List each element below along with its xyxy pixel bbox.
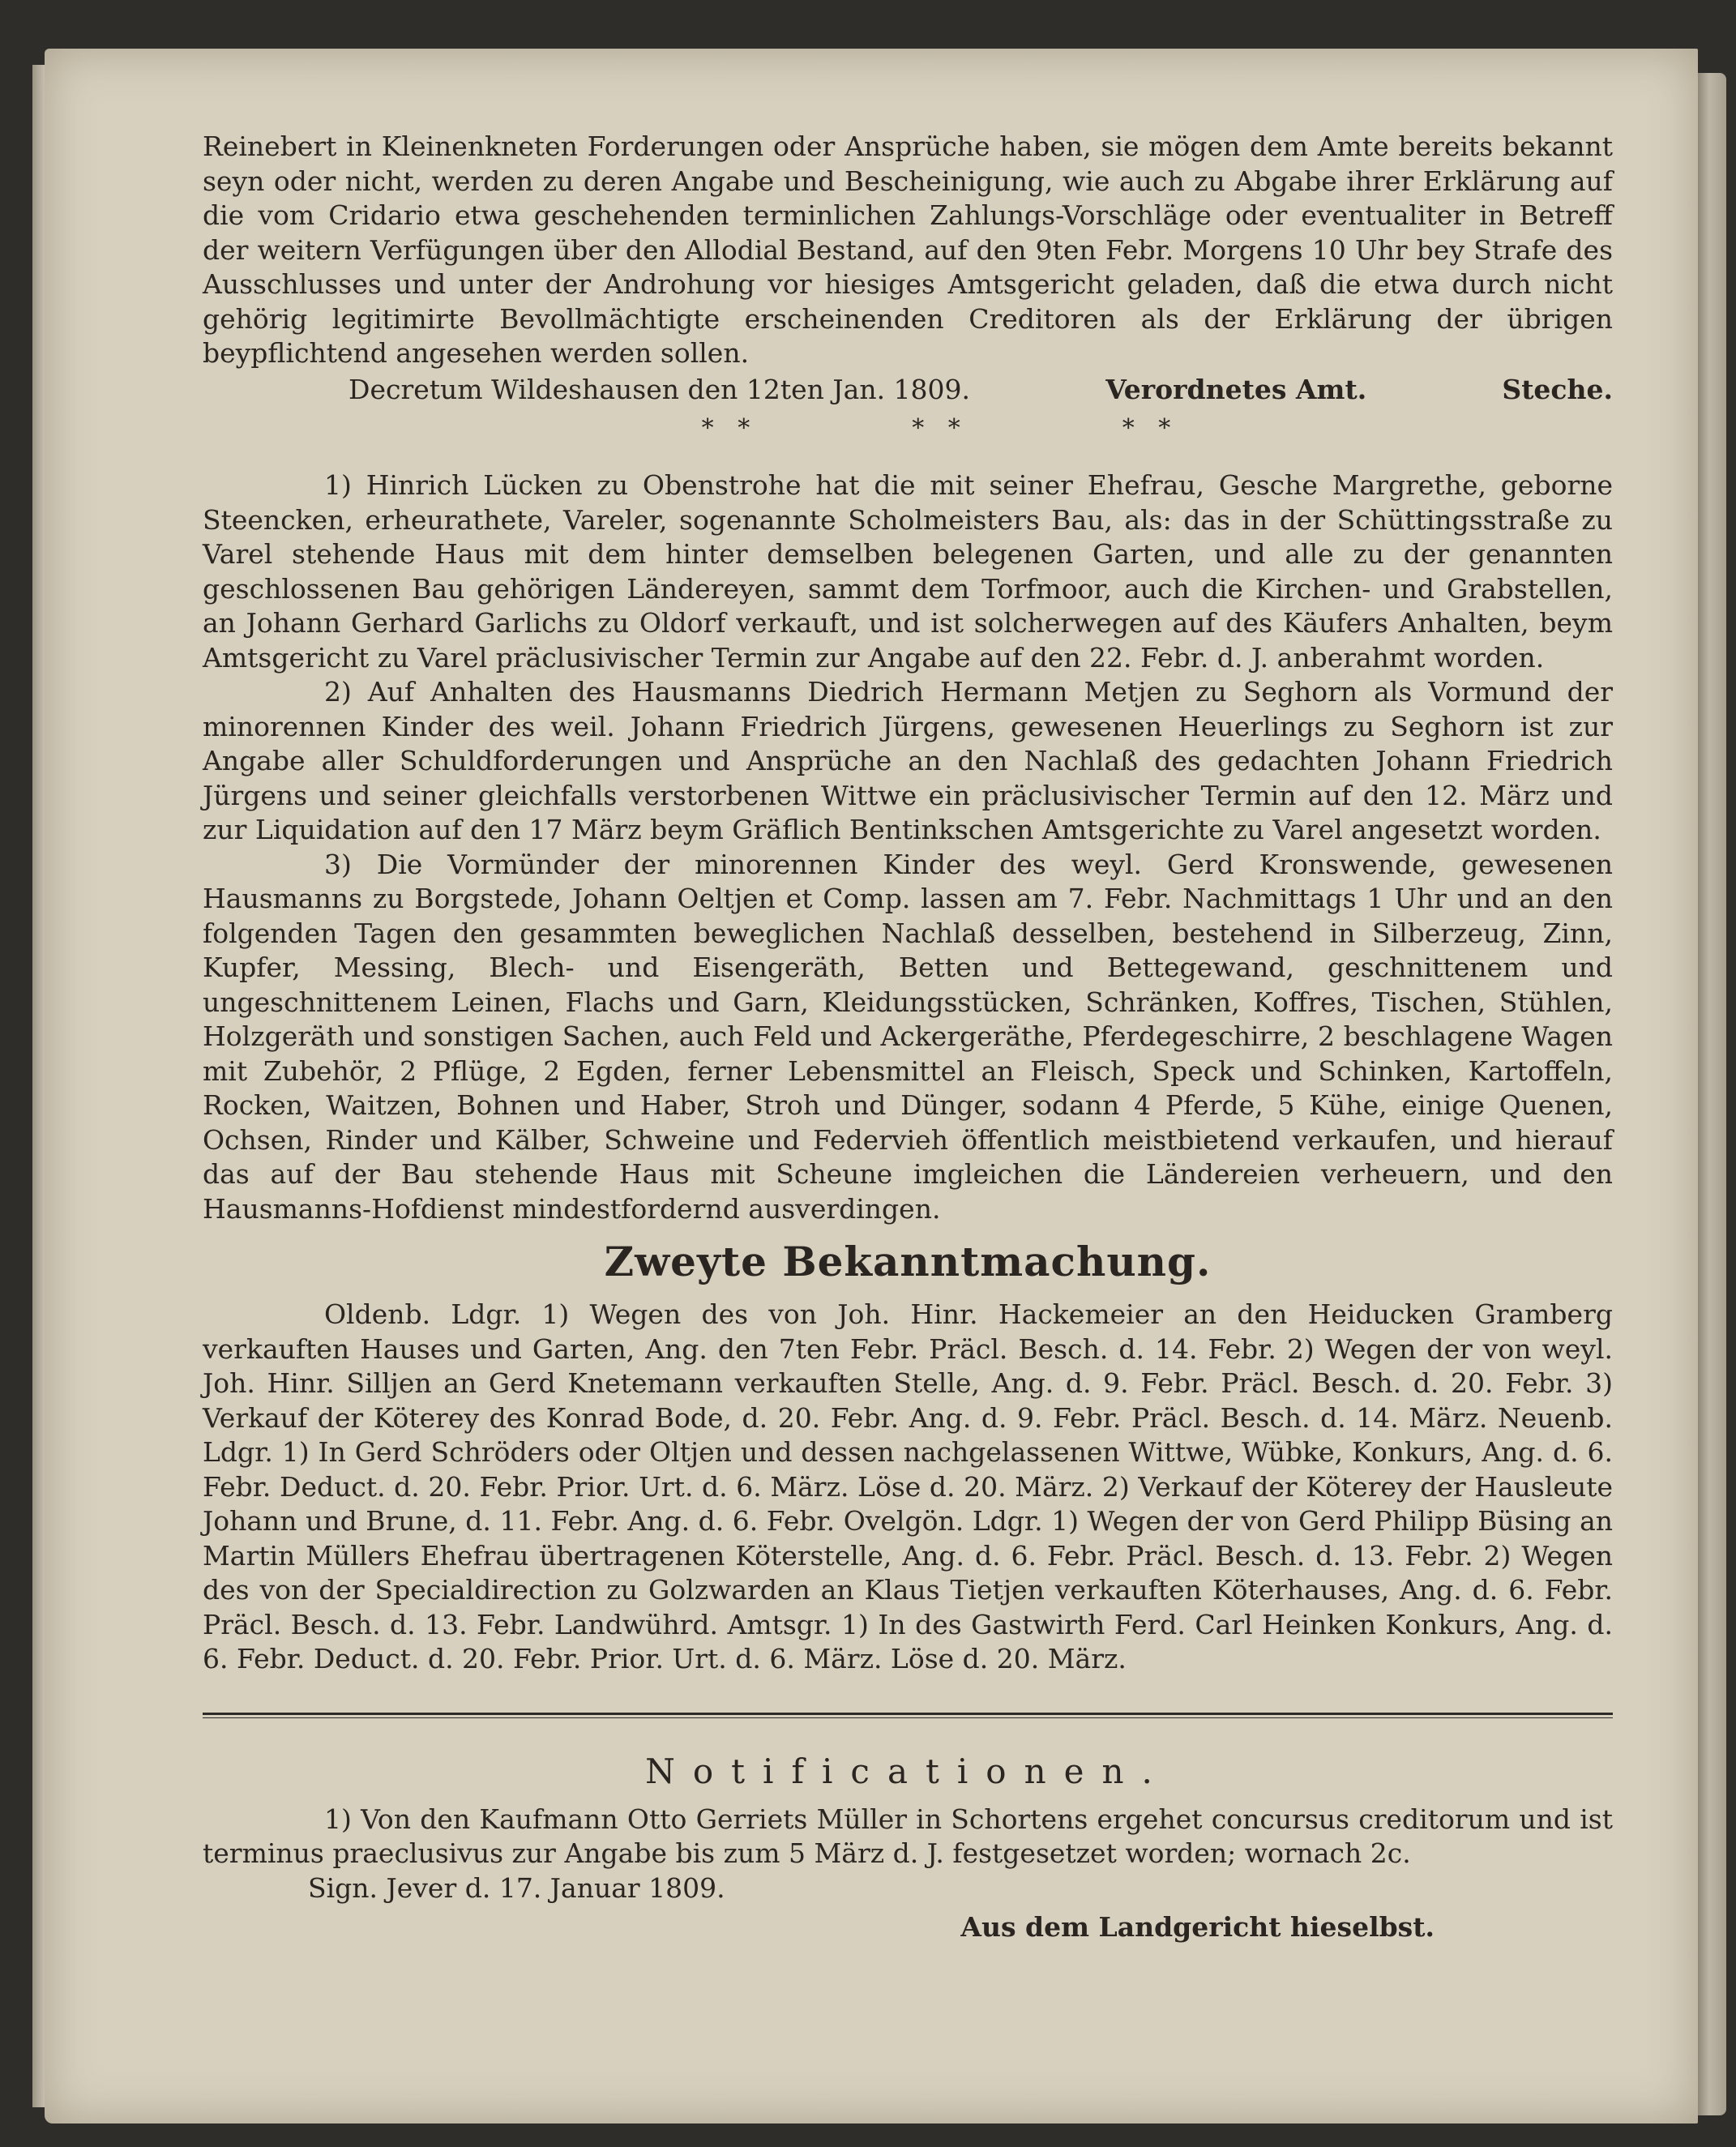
second-announcement-text: Oldenb. Ldgr. 1) Wegen des von Joh. Hinr. Hackemeier an den Heiducken Gramberg verkauften Hauses und Garten, Ang. den 7ten Febr. Präcl. Besch. d. 14. Febr. 2) Wegen der von weyl. Joh. Hinr. Silljen an Gerd Knetemann verkauften Stelle, Ang. d. 9. Febr. Präcl. Besch. d. 20. Febr. 3) Verkauf der Köterey des Konrad Bode, d. 20. Febr. Ang. d. 9. Febr. Präcl. Besch. d. 14. März. Neuenb. Ldgr. 1) In Gerd Schröders oder Oltjen und dessen nachgelassenen Wittwe, Wübke, Konkurs, Ang. d. 6. Febr. Deduct. d. 20. Febr. Prior. Urt. d. 6. März. Löse d. 20. März. 2) Verkauf der Köterey der Hausleute Johann und Brune, d. 11. Febr. Ang. d. 6. Febr. Ovelgön. Ldgr. 1) Wegen der von Gerd Philipp Büsing an Martin Müllers Ehefrau übertragenen Köterstelle, Ang. d. 6. Febr. Präcl. Besch. d. 13. Febr. 2) Wegen des von der Specialdirection zu Golzwarden an Klaus Tietjen verkauften Köterhauses, Ang. d. 6. Febr. Präcl. Besch. d. 13. Febr. Landwührd. Amtsgr. 1) In des Gastwirth Ferd. Carl Heinken Konkurs, Ang. d. 6. Febr. Deduct. d. 20. Febr. Prior. Urt. d. 6. März. Löse d. 20. März. xyxy=(203,1298,1613,1674)
decree-line xyxy=(203,373,1613,408)
star-separator xyxy=(267,413,1613,444)
notice-block-1-text: Reinebert in Kleinenkneten Forderungen oder Ansprüche haben, sie mögen dem Amte bereits bekannt seyn oder nicht, werden zu deren Angabe und Bescheinigung, wie auch zu Abgabe ihrer Erklärung auf die vom Cridario etwa geschehenden terminlichen Zahlungs-Vorschläge oder eventualiter in Betreff der weitern Verfügungen über den Allodial Bestand, auf den 9ten Febr. Morgens 10 Uhr bey Strafe des Ausschlusses und unter der Androhung vor hiesiges Amtsgericht geladen, daß die etwa durch nicht gehörig legitimirte Bevollmächtigte erscheinenden Creditoren als der Erklärung der übrigen beypflichtend angesehen werden sollen. xyxy=(203,130,1613,369)
page-edge-right xyxy=(1698,73,1726,2115)
page-content xyxy=(203,130,1613,1945)
second-announcement-heading: Zweyte Bekanntmachung. xyxy=(604,1238,1212,1285)
decree-signature: Steche. xyxy=(1502,373,1613,405)
stars-center: * * xyxy=(912,414,968,443)
decree-office: Verordnetes Amt. xyxy=(1105,373,1367,405)
section-divider xyxy=(203,1713,1613,1718)
notice-item-3: 3) Die Vormünder der minorennen Kinder des weyl. Gerd Kronswende, gewesenen Hausmanns zu Borgstede, Johann Oeltjen et Comp. lassen am 7. Febr. Nachmittags 1 Uhr und an den folgenden Tagen den gesammten beweglichen Nachlaß desselben, bestehend in Silberzeug, Zinn, Kupfer, Messing, Blech- und Eisengeräth, Betten und Bettegewand, geschnittenem und ungeschnittenem Leinen, Flachs und Garn, Kleidungsstücken, Schränken, Koffres, Tischen, Stühlen, Holzgeräth und sonstigen Sachen, auch Feld und Ackergeräthe, Pferdegeschirre, 2 beschlagene Wagen mit Zubehör, 2 Pflüge, 2 Egden, ferner Lebensmittel an Fleisch, Speck und Schinken, Kartoffeln, Rocken, Waitzen, Bohnen und Haber, Stroh und Dünger, sodann 4 Pferde, 5 Kühe, einige Quenen, Ochsen, Rinder und Kälber, Schweine und Federvieh öffentlich meistbietend verkaufen, und hierauf das auf der Bau stehende Haus mit Scheune imgleichen die Ländereien verheuern, und den Hausmanns-Hofdienst mindestfordernd ausverdingen. xyxy=(203,848,1613,1225)
notice-item-2: 2) Auf Anhalten des Hausmanns Diedrich Hermann Metjen zu Seghorn als Vormund der minorennen Kinder des weil. Johann Friedrich Jürgens, gewesenen Heuerlings zu Seghorn ist zur Angabe aller Schuldforderungen und Ansprüche an den Nachlaß des gedachten Johann Friedrich Jürgens und seiner gleichfalls verstorbenen Wittwe ein präclusivischer Termin auf den 12. März und zur Liquidation auf den 17 März beym Gräflich Bentinkschen Amtsgerichte zu Varel angesetzt worden. xyxy=(203,676,1613,845)
decree-text: Decretum Wildeshausen den 12ten Jan. 1809. xyxy=(348,373,971,405)
notifications-sign: Sign. Jever d. 17. Januar 1809. xyxy=(308,1871,725,1904)
notifications-heading: Notificationen. xyxy=(645,1751,1170,1791)
notifications-authority: Aus dem Landgericht hieselbst. xyxy=(960,1911,1435,1943)
stars-left: * * xyxy=(701,414,759,443)
stars-right: * * xyxy=(1122,414,1179,443)
notice-item-1: 1) Hinrich Lücken zu Obenstrohe hat die mit seiner Ehefrau, Gesche Margrethe, geborne Steencken, erheurathete, Vareler, sogenannte Scholmeisters Bau, als: das in der Schüttingsstraße zu Varel stehende Haus mit dem hinter demselben belegenen Garten, und alle zu der genannten geschlossenen Bau gehörigen Ländereyen, sammt dem Torfmoor, auch die Kirchen- und Grabstellen, an Johann Gerhard Garlichs zu Oldorf verkauft, und ist solcherwegen auf des Käufers Anhalten, beym Amtsgericht zu Varel präclusivischer Termin zur Angabe auf den 22. Febr. d. J. anberahmt worden. xyxy=(203,469,1613,674)
notifications-text: 1) Von den Kaufmann Otto Gerriets Müller in Schortens ergehet concursus creditorum und ist terminus praeclusivus zur Angabe bis zum 5 März d. J. festgesetzet worden; wornach 2c. xyxy=(203,1803,1613,1869)
